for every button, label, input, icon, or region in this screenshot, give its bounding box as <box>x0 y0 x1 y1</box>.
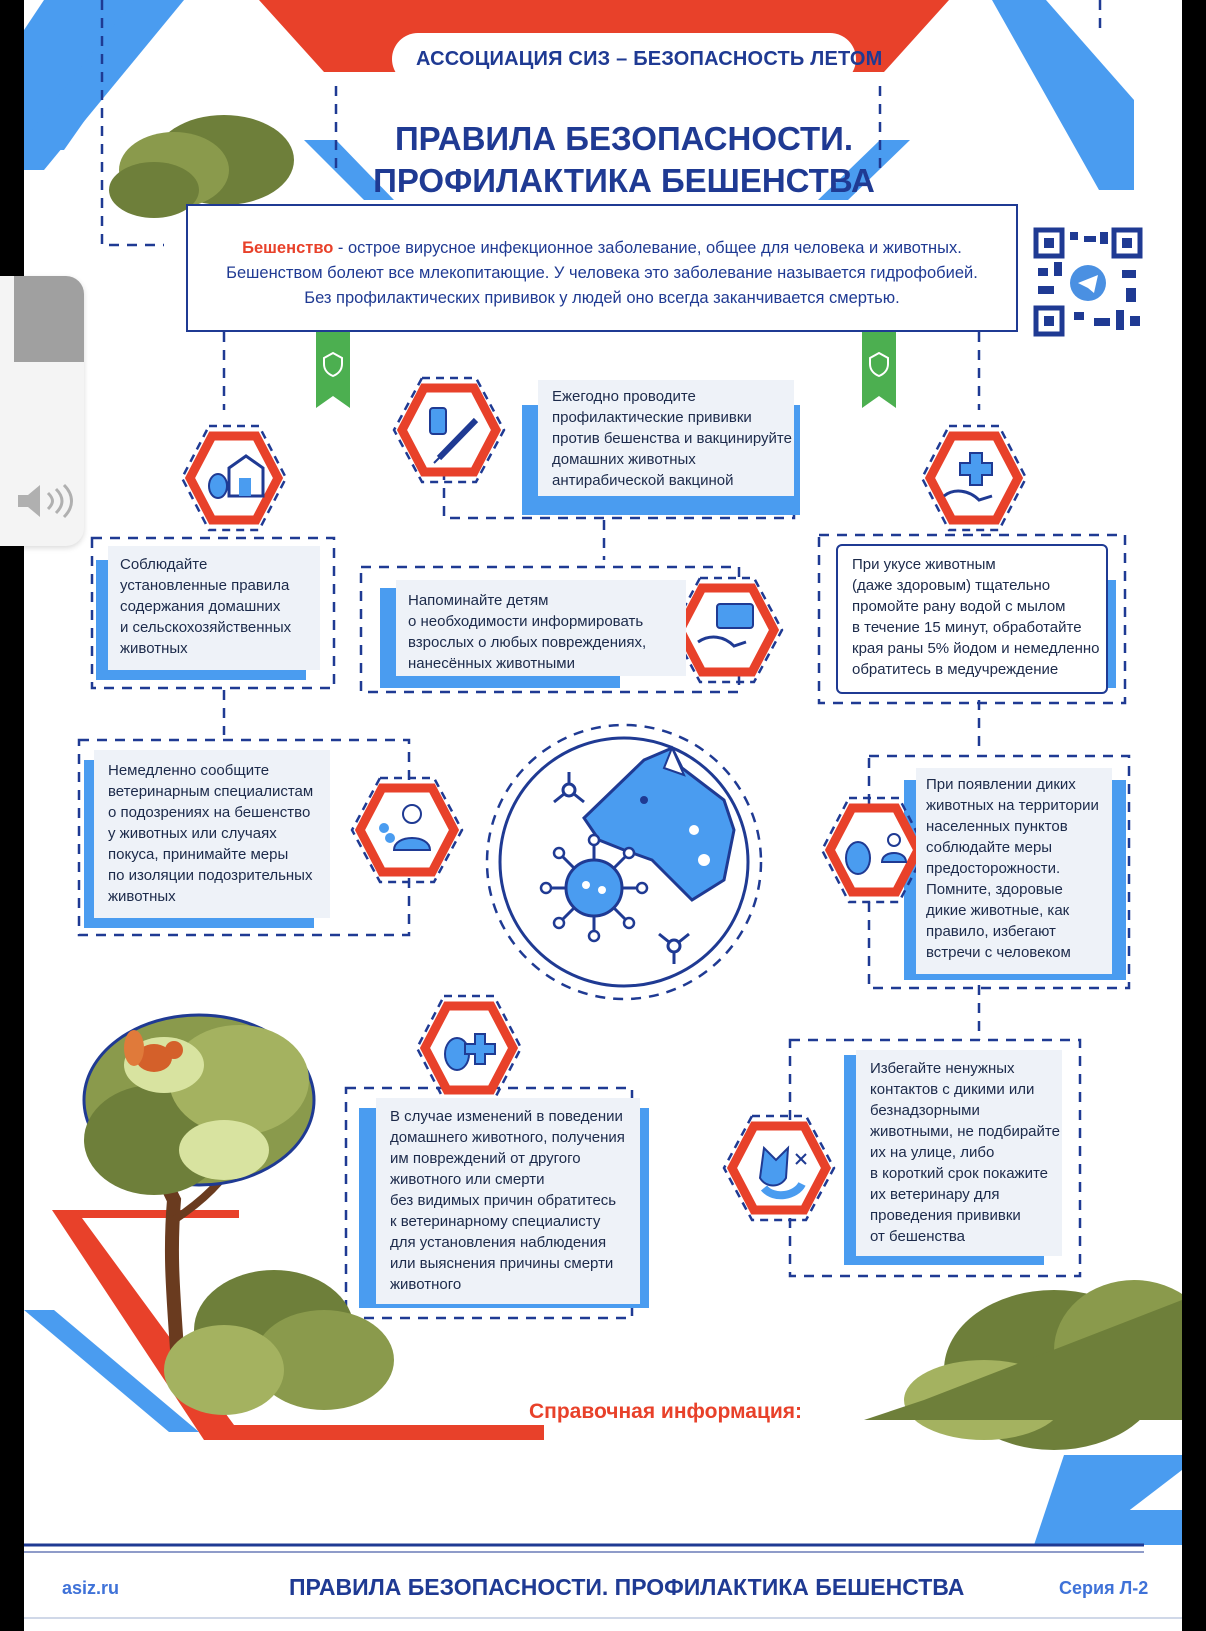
fox-icon <box>714 1108 844 1228</box>
pet-house-icon <box>174 418 294 538</box>
reference-heading: Справочная информация: <box>529 1400 803 1423</box>
page-title <box>324 118 924 202</box>
hand-medical-cross-icon <box>914 418 1034 538</box>
pet-medical-icon <box>409 988 529 1108</box>
rule-bite: При укусе животным (даже здоровым) тщательно промойте рану водой с мылом в течение 15 минут, обработайте края раны 5% йодом и немедленно обратитесь в медучреждение <box>836 544 1108 694</box>
rule-vaccination: Ежегодно проводите профилактические прививки против бешенства и вакцинируйте домашних животных антирабической вакциной <box>538 380 794 496</box>
intro-line-1 <box>188 236 1016 261</box>
qr-code <box>1034 228 1142 336</box>
speaker-icon <box>14 481 74 521</box>
bush-bottom-right <box>864 1280 1182 1450</box>
footer-site-link[interactable]: asiz.ru <box>62 1578 120 1598</box>
title-line-1: ПРАВИЛА БЕЗОПАСНОСТИ. <box>394 120 854 157</box>
rule-keeping: Соблюдайте установленные правила содержания домашних и сельскохозяйственных животных <box>108 546 320 670</box>
rule-behavior: В случае изменений в поведении домашнего животного, получения им повреждений от другого животного или смерти без видимых причин обратитесь к ветеринарному специалисту для установления наблюдения или выяснения причины смерти животного <box>376 1098 640 1304</box>
rule-children: Напоминайте детям о необходимости информировать взрослых о любых повреждениях, нанесённых животными <box>396 580 686 676</box>
vaccine-syringe-icon <box>384 370 514 490</box>
footer-title: ПРАВИЛА БЕЗОПАСНОСТИ. ПРОФИЛАКТИКА БЕШЕНСТВА <box>289 1574 965 1600</box>
roof-blue-right <box>992 0 1134 190</box>
bush-top-left <box>109 115 294 218</box>
rule-wild: При появлении диких животных на территории населенных пунктов соблюдайте меры предосторожности. Помните, здоровые дикие животные, как правило, избегают встречи с человеком <box>916 768 1112 974</box>
intro-term: Бешенство <box>242 239 334 257</box>
rule-avoid: Избегайте ненужных контактов с дикими или безнадзорными животными, не подбирайте их на улице, либо в короткий срок покажите их ветеринару для проведения прививки от бешенства <box>856 1050 1062 1256</box>
volume-overlay[interactable] <box>0 276 84 546</box>
intro-line-1-text: - острое вирусное инфекционное заболевание, общее для человека и животных. <box>333 239 962 257</box>
title-line-2: ПРОФИЛАКТИКА БЕШЕНСТВА <box>373 162 875 199</box>
intro-box <box>186 204 1018 332</box>
rabies-illustration <box>487 725 761 999</box>
shield-ribbon-right <box>862 332 896 408</box>
veterinarian-icon <box>342 770 472 890</box>
footer-series: Серия Л-2 <box>1059 1578 1149 1598</box>
poster <box>24 0 1182 1631</box>
rule-report: Немедленно сообщите ветеринарным специалистам о подозрениях на бешенство у животных или случаях покуса, принимайте меры по изоляции подозрительных животных <box>94 750 330 918</box>
banner-text: АССОЦИАЦИЯ СИЗ – БЕЗОПАСНОСТЬ ЛЕТОМ <box>416 47 883 70</box>
intro-line-3: Без профилактических прививок у людей оно всегда заканчивается смертью. <box>304 289 900 307</box>
shield-ribbon-left <box>316 332 350 408</box>
association-banner <box>392 33 883 85</box>
intro-line-2: Бешенством болеют все млекопитающие. У человека это заболевание называется гидрофобией. <box>226 264 978 282</box>
volume-slider-handle[interactable] <box>14 276 84 362</box>
